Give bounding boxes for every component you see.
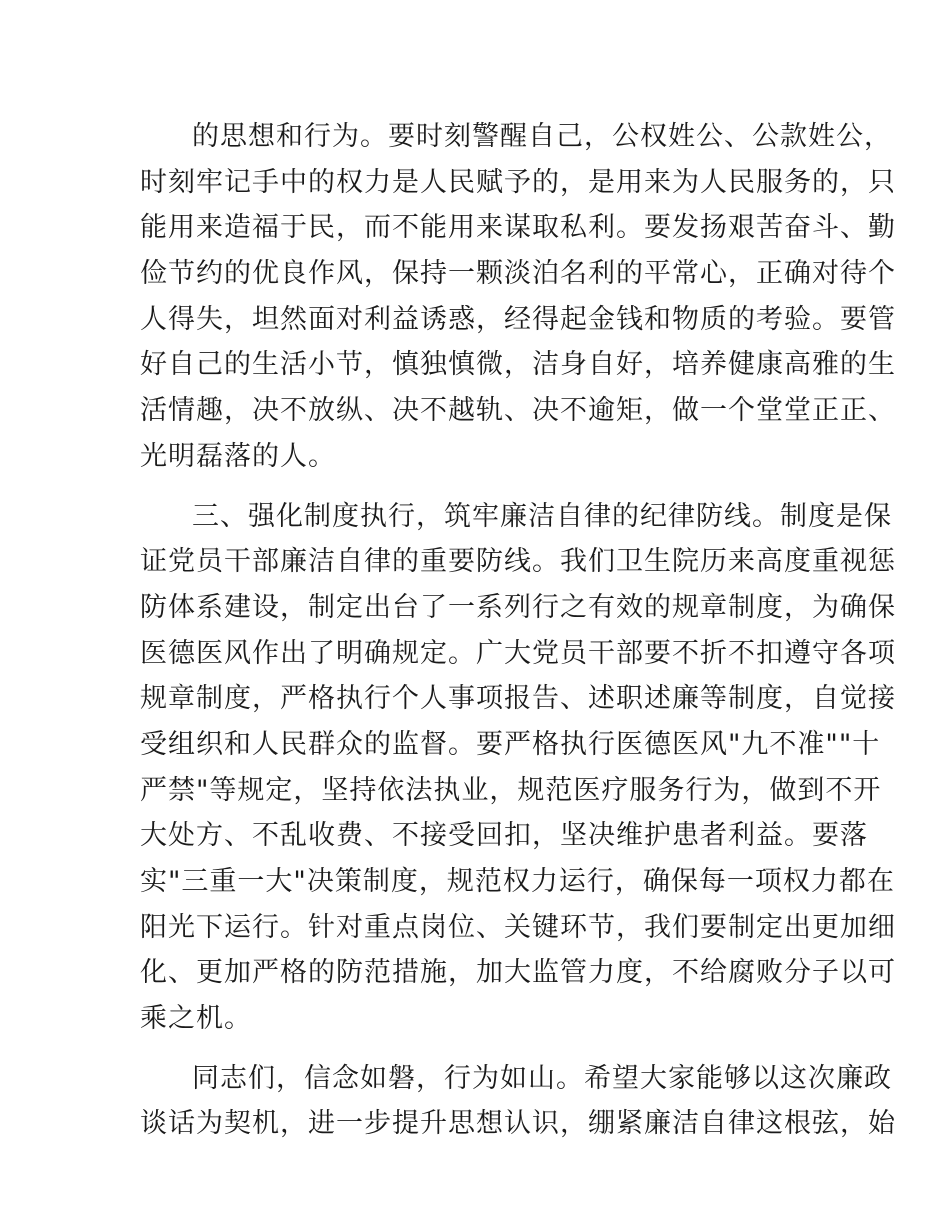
text-line: 规章制度，严格执行个人事项报告、述职述廉等制度，自觉接 <box>140 683 896 715</box>
text-line: 好自己的生活小节，慎独慎微，洁身自好，培养健康高雅的生 <box>140 349 896 381</box>
text-line: 医德医风作出了明确规定。广大党员干部要不折不扣遵守各项 <box>140 637 896 669</box>
text-line: 乘之机。 <box>140 1003 252 1035</box>
paragraph-personal-conduct <box>140 114 896 480</box>
text-line: 三、强化制度执行，筑牢廉洁自律的纪律防线。制度是保 <box>192 500 892 532</box>
text-line: 实"三重一大"决策制度，规范权力运行，确保每一项权力都在 <box>140 866 895 897</box>
text-line: 防体系建设，制定出台了一系列行之有效的规章制度，为确保 <box>140 591 896 623</box>
text-line: 同志们，信念如磐，行为如山。希望大家能够以这次廉政 <box>192 1062 892 1094</box>
text-line: 能用来造福于民，而不能用来谋取私利。要发扬艰苦奋斗、勤 <box>140 212 896 244</box>
document-page <box>140 114 896 1161</box>
text-line: 人得失，坦然面对利益诱惑，经得起金钱和物质的考验。要管 <box>140 303 896 335</box>
text-line: 光明磊落的人。 <box>140 440 336 472</box>
text-line: 活情趣，决不放纵、决不越轨、决不逾矩，做一个堂堂正正、 <box>140 395 896 427</box>
text-line: 证党员干部廉洁自律的重要防线。我们卫生院历来高度重视惩 <box>140 546 896 578</box>
text-line: 俭节约的优良作风，保持一颗淡泊名利的平常心，正确对待个 <box>140 258 896 290</box>
text-line: 谈话为契机，进一步提升思想认识，绷紧廉洁自律这根弦，始 <box>140 1108 896 1140</box>
text-line: 严禁"等规定，坚持依法执业，规范医疗服务行为，做到不开 <box>140 774 882 806</box>
paragraph-section-three <box>140 494 896 1042</box>
paragraph-closing <box>140 1056 896 1147</box>
text-line: 时刻牢记手中的权力是人民赋予的，是用来为人民服务的，只 <box>140 166 896 198</box>
text-line: 受组织和人民群众的监督。要严格执行医德医风"九不准""十 <box>140 728 881 760</box>
text-line: 的思想和行为。要时刻警醒自己，公权姓公、公款姓公， <box>192 121 892 152</box>
text-line: 阳光下运行。针对重点岗位、关键环节，我们要制定出更加细 <box>140 911 896 943</box>
text-line: 大处方、不乱收费、不接受回扣，坚决维护患者利益。要落 <box>140 820 868 852</box>
text-line: 化、更加严格的防范措施，加大监管力度，不给腐败分子以可 <box>140 957 896 989</box>
